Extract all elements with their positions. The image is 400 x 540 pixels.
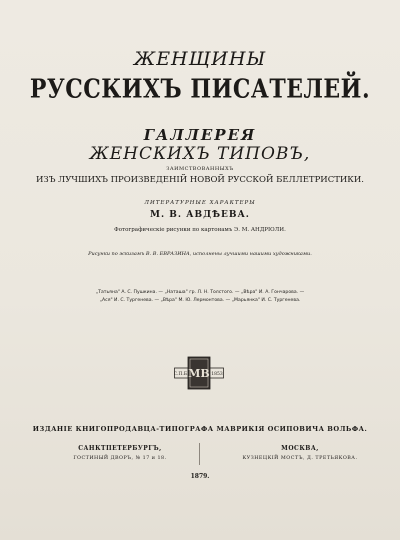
left-city: САНКТПЕТЕРБУРГЪ, bbox=[78, 445, 162, 452]
credits-label: ЛИТЕРАТУРНЫЕ ХАРАКТЕРЫ bbox=[144, 200, 256, 206]
title-line-2: РУССКИХЪ ПИСАТЕЛЕЙ. bbox=[29, 73, 371, 105]
subtitle-line-4: ИЗЪ ЛУЧШИХЪ ПРОИЗВЕДЕНІЙ НОВОЙ РУССКОЙ БЕЛЛЕТРИСТИКИ. bbox=[35, 175, 364, 185]
subtitle-line-3: ЗАИМСТВОВАННЫХЪ bbox=[166, 166, 234, 172]
publisher-line: ИЗДАНІЕ КНИГОПРОДАВЦА-ТИПОГРАФА МАВРИКІЯ ОСИПОВИЧА ВОЛЬФА. bbox=[32, 425, 368, 433]
left-address: ГОСТИНЫЙ ДВОРЪ, № 17 и 18. bbox=[73, 456, 167, 461]
works-line-1: „Татьяна" А. С. Пушкина. — „Наташа" гр. Л. Н. Толстого. — „Вѣра" И. А. Гончарова. — bbox=[95, 290, 305, 295]
emblem-left-text: С.П.Б. bbox=[174, 372, 189, 377]
emblem-monogram: МВ bbox=[188, 367, 210, 380]
right-address: КУЗНЕЦКІЙ МОСТЪ, Д. ТРЕТЬЯКОВА. bbox=[242, 456, 358, 461]
subtitle-line-1: ГАЛЛЕРЕЯ bbox=[143, 126, 257, 144]
drawings-credit: Рисунки по эскизамъ В. В. ЕВРАЗИНА, исполнены лучшими нашими художниками. bbox=[88, 251, 312, 257]
publication-year: 1879. bbox=[190, 473, 210, 480]
works-line-2: „Ася" И. С. Тургенева. — „Вѣра" М. Ю. Лермонтова. — „Марьянка" И. С. Тургенева. bbox=[99, 298, 301, 303]
photo-credit: Фотографическіе рисунки по картонамъ Э. М. АНДРІОЛИ. bbox=[114, 227, 286, 233]
publisher-emblem bbox=[174, 355, 224, 391]
title-line-1: ЖЕНЩИНЫ bbox=[133, 48, 267, 70]
right-city: МОСКВА, bbox=[281, 445, 319, 452]
author-name: М. В. АВДѢЕВА. bbox=[150, 210, 250, 220]
emblem-right-text: 1853 bbox=[211, 372, 223, 377]
subtitle-line-2: ЖЕНСКИХЪ ТИПОВЪ, bbox=[89, 144, 311, 164]
